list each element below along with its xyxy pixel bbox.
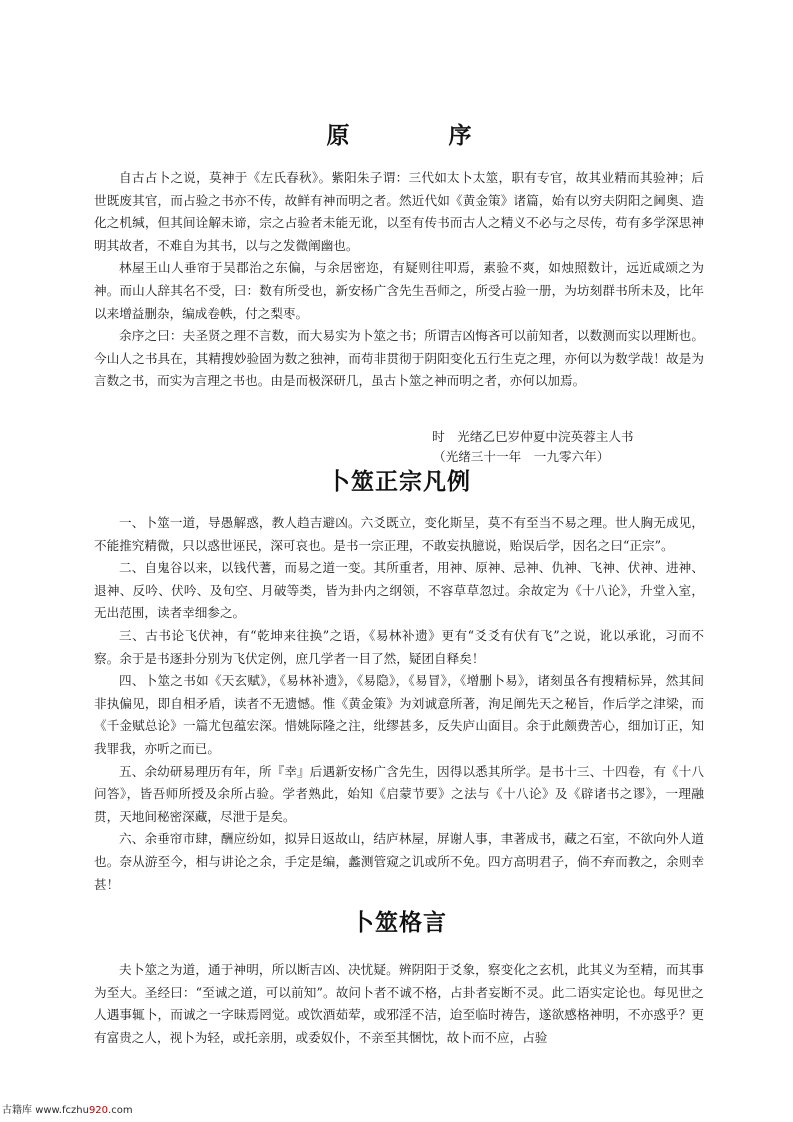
preface-title: 原 序: [326, 123, 510, 149]
preface-signature: [432, 427, 634, 467]
signature-date-line: （光绪三十一年 一九零六年）: [433, 449, 610, 464]
footer-url-prefix: www.fczhu: [35, 1105, 89, 1116]
preface-section: [94, 117, 704, 393]
signature-line: 时 光绪乙巳岁仲夏中浣英蓉主人书: [432, 429, 634, 444]
footer-site-name: 古籍库: [2, 1105, 32, 1116]
footer-url-number: 920: [88, 1105, 109, 1116]
preface-paragraph: 自古占卜之说，莫神于《左氏春秋》。紫阳朱子谓：三代如太卜太筮，职有专官，故其业精而其验神；后世既废其官，而占验之书亦不传，故鲜有神而明之者。然近代如《黄金策》诸篇，始有以穷夫阴阳之阃奥、造化之机缄，但其间诠解未谛，宗之占验者未能无讹，以至有传书而古人之精义不必与之尽传，苟有多学深思神明其故者，不难自为其书，以与之发微阐幽也。: [94, 170, 704, 253]
maxims-paragraph: 夫卜筮之为道，通于神明，所以断吉凶、决忧疑。辨阴阳于爻象，察变化之玄机，此其义为至精，而其事为至大。圣经曰：“至诚之道，可以前知”。故问卜者不诚不格，占卦者妄断不灵。此二语实定论也。每见世之人遇事辄卜，而诚之一字昧焉罔觉。或饮酒茹荤，或邪淫不洁，迨至临时祷告，遂欲感格神明，不亦惑乎？更有富贵之人，视卜为轻，或托亲朋，或委奴仆，不亲至其悃忱，故卜而不应，占验: [94, 962, 704, 1045]
rules-paragraph: 一、卜筮一道，导愚解惑，教人趋吉避凶。六爻既立，变化斯呈，莫不有至当不易之理。世人胸无成见，不能推究精微，只以惑世诬民，深可哀也。是书一宗正理，不敢妄执臆说，贻误后学，因名之曰“正宗”。: [94, 515, 704, 553]
rules-paragraph: 二、自鬼谷以来，以钱代蓍，而易之道一变。其所重者，用神、原神、忌神、仇神、飞神、伏神、进神、退神、反吟、伏吟、及旬空、月破等类，皆为卦内之纲领，不容草草忽过。余故定为《十八论》，升堂入室，无出范围，读者幸细参之。: [94, 560, 704, 621]
maxims-section: [94, 904, 704, 1049]
rules-paragraph: 四、卜筮之书如《天玄赋》，《易林补遗》，《易隐》，《易冒》，《增删卜易》，诸刻虽各有搜精标异，然其间非执偏见，即自相矛盾，读者不无遗憾。惟《黄金策》为刘诚意所著，洵足阐先天之秘旨，作后学之津梁，而《千金赋总论》一篇尤包蕴宏深。惜姚际隆之注，纰缪甚多，反失庐山面目。余于此颇费苦心，细加订正，知我罪我，亦听之而已。: [94, 673, 704, 756]
rules-paragraph: 五、余幼研易理历有年，所『幸』后遇新安杨广含先生，因得以悉其所学。是书十三、十四卷，有《十八问答》，皆吾师所授及余所占验。学者熟此，始知《启蒙节要》之法与《十八论》及《辟诸书之谬》，一理融贯，天地间秘密深藏，尽泄于是矣。: [94, 763, 704, 824]
rules-paragraph: 三、古书论飞伏神，有“乾坤来往换”之语，《易林补遗》更有“爻爻有伏有飞”之说，讹以承讹，习而不察。余于是书逐卦分别为飞伏定例，庶几学者一目了然，疑团自释矣！: [94, 627, 704, 666]
rules-title: 卜筮正宗凡例: [327, 469, 471, 495]
footer-watermark: [2, 1101, 133, 1116]
rules-paragraph: 六、余垂帘市肆，酬应纷如，拟异日返故山，结庐林屋，屏谢人事，聿著成书，藏之石室，不欲向外人道也。奈从游至今，相与讲论之余，手定是编，蠡测管窥之讥或所不免。四方高明君子，倘不弃而教之，余则幸甚！: [94, 831, 704, 892]
preface-paragraph: 余序之曰：夫圣贤之理不言数，而大易实为卜筮之书；所谓吉凶悔吝可以前知者，以数测而实以理断也。今山人之书具在，其精搜妙验固为数之独神，而苟非贯彻于阴阳变化五行生克之理，亦何以为数学哉！故是为言数之书，而实为言理之书也。由是而极深研几，虽古卜筮之神而明之者，亦何以加焉。: [94, 328, 704, 389]
rules-section: [94, 463, 704, 896]
footer-url-suffix: .com: [108, 1105, 133, 1116]
preface-paragraph: 林屋王山人垂帘于吴郡治之东偏，与余居密迩，有疑则往叩焉，素验不爽，如烛照数计，远近咸颂之为神。而山人辞其名不受，曰：数有所受也，新安杨广含先生吾师之，所受占验一册，为坊刻群书所未及，比年以来增益删杂，编成卷帙，付之梨枣。: [94, 260, 704, 321]
maxims-title: 卜筮格言: [351, 910, 447, 936]
